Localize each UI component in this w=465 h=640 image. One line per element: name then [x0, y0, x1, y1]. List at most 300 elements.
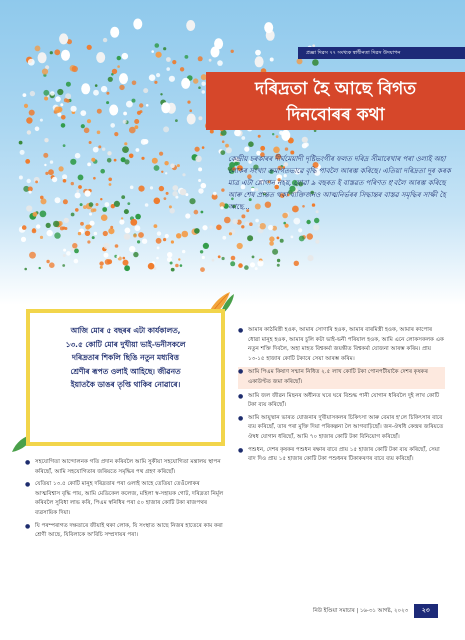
balloon — [176, 233, 181, 238]
balloon — [294, 261, 299, 266]
balloon — [154, 165, 160, 171]
balloon — [315, 240, 319, 244]
balloon — [65, 93, 71, 99]
balloon — [45, 172, 48, 175]
headline-line-1: দৰিদ্ৰতা হৈ আছে বিগত — [254, 79, 417, 99]
balloon — [307, 255, 313, 261]
balloon — [299, 236, 305, 242]
balloon — [151, 50, 154, 53]
balloon — [78, 232, 81, 235]
list-item-highlighted: ● আমি পিএম কিষাণ সন্মান নিধিত ২.৫ লাখ কোটি টকা পোনপটীয়াকৈ দেশৰ কৃষকৰ একাউণ্টত জমা কৰিছোঁ। — [238, 367, 445, 388]
balloon — [156, 52, 162, 58]
balloon — [114, 132, 118, 136]
occasion-banner: প্ৰজ্ঞা দিৱস ৭৭ সংখ্যক স্বাধীনতা দিৱস উদযাপন — [298, 47, 465, 59]
balloon — [36, 224, 40, 228]
balloon — [123, 120, 127, 124]
balloon — [57, 89, 63, 95]
list-item: ● যেতিয়া ১৩.৫ কোটি মানুহ দৰিদ্ৰতাৰ পৰা ওলাই আহে তেতিয়া তেওঁলোকৰ আত্মবিশ্বাস বৃদ্ধি পায়, আমি মেডিকেল কলেজ, মহিলা স্ব-সহায়ক গোট, দৰিদ্ৰতা নিৰ্মূল কৰিবলৈ সুবিধা লাভ কৰি, পিএম স্বনিধিৰ পৰা ৫০ হাজাৰ কোটি টকা ৰাজপথৰ ব্যৱসায়িক দিয়া। — [25, 480, 225, 518]
balloon — [163, 47, 166, 50]
balloon — [87, 119, 91, 123]
balloon — [22, 225, 27, 230]
balloon — [93, 177, 96, 180]
balloon — [40, 236, 43, 239]
balloon — [146, 104, 149, 107]
balloon — [154, 198, 161, 205]
balloon — [119, 219, 124, 224]
balloon — [154, 81, 157, 84]
balloon — [123, 257, 126, 260]
balloon — [40, 119, 43, 122]
balloon — [119, 73, 128, 84]
balloon — [189, 109, 192, 112]
balloon — [63, 144, 66, 147]
balloon — [114, 159, 117, 162]
balloon — [245, 222, 249, 226]
balloon — [247, 235, 253, 241]
balloon — [297, 58, 303, 64]
balloon — [172, 60, 176, 64]
balloon — [232, 219, 238, 225]
list-item: ● আমি আয়ুষ্মান ভাৰত যোজনাৰ দুখীয়াসকলৰ চিকিৎসা আৰু বেমাৰ হ'লে চিকিৎসাৰ বাবে ব্যয় কৰিছোঁ, তাৰ পৰা মুক্তি দিয়া পৰিকল্পনা লৈ আগবাঢ়িছোঁ। জন-ঔষধি কেন্দ্ৰৰ জৰিয়তে ঔষধ যোগান ধৰিছোঁ, আমি ৭০ হাজাৰ কোটি টকা বিনিয়োগ কৰিছোঁ। — [238, 414, 445, 443]
balloon — [109, 105, 118, 116]
balloon — [41, 198, 47, 204]
balloon — [238, 263, 243, 268]
balloon — [200, 250, 203, 253]
balloon — [99, 261, 103, 265]
balloon — [163, 238, 166, 241]
balloon — [101, 214, 108, 221]
balloon — [136, 148, 140, 152]
balloon — [202, 225, 207, 230]
balloon — [185, 55, 189, 59]
balloon — [198, 116, 202, 120]
balloon — [83, 205, 87, 209]
balloon — [130, 219, 137, 226]
balloon — [212, 259, 215, 262]
balloon — [124, 142, 127, 145]
balloon — [87, 163, 91, 167]
balloon — [202, 256, 205, 259]
balloon — [75, 192, 81, 198]
balloon — [66, 251, 71, 256]
balloon — [137, 240, 140, 243]
balloon — [167, 257, 172, 262]
balloon — [100, 169, 105, 174]
balloon — [125, 228, 131, 234]
balloon — [222, 140, 225, 143]
balloon — [175, 264, 179, 268]
balloon — [78, 175, 84, 181]
balloon — [285, 147, 288, 150]
balloon — [44, 164, 46, 166]
balloon — [142, 239, 147, 244]
balloon — [177, 164, 180, 167]
balloon — [43, 153, 48, 158]
balloon — [166, 57, 171, 62]
balloon — [87, 45, 92, 50]
balloon — [57, 113, 61, 117]
balloon — [54, 107, 61, 114]
balloon — [108, 228, 114, 234]
quote-line: শ্ৰেণীৰ ৰূপত ওলাই আহিছে। জীৱনত — [70, 366, 181, 376]
balloon — [216, 225, 222, 231]
headline-line-2: দিনবোৰৰ কথা — [286, 105, 385, 125]
balloon — [241, 225, 244, 228]
balloon — [250, 262, 255, 267]
balloon — [237, 243, 243, 249]
balloon — [29, 110, 35, 116]
balloon — [135, 214, 141, 220]
balloon — [157, 231, 161, 235]
balloon — [241, 136, 245, 140]
balloon — [161, 171, 163, 173]
balloon — [71, 213, 75, 217]
balloon — [61, 115, 66, 120]
balloon — [24, 104, 28, 108]
balloon — [166, 67, 170, 71]
balloon — [165, 172, 167, 174]
balloon — [225, 144, 229, 148]
balloon — [42, 69, 48, 75]
balloon — [80, 203, 83, 206]
balloon — [62, 174, 67, 179]
balloon — [97, 109, 102, 114]
balloon — [117, 56, 121, 60]
balloon — [133, 252, 138, 257]
balloon — [198, 167, 202, 171]
balloon — [127, 202, 130, 205]
balloon — [257, 260, 263, 266]
page-footer — [313, 604, 438, 618]
balloon — [106, 101, 109, 104]
balloon — [198, 56, 203, 61]
balloon — [54, 49, 60, 55]
balloon — [114, 201, 120, 207]
balloon — [132, 99, 136, 103]
balloon — [220, 150, 225, 155]
right-column — [238, 326, 445, 468]
balloon — [198, 86, 201, 89]
balloon — [145, 203, 149, 207]
balloon — [135, 225, 141, 231]
balloon — [209, 59, 212, 62]
list-item: ● যি পৰম্পৰাগত দক্ষতাৰে জীয়াই থকা লোক, যি সংস্থাত আছে নিজৰ হাতেৰে কাম কৰা শ্ৰেণী আছে, যিবিলাকে অ'বিচি সম্প্ৰদায়ৰ পৰা। — [25, 522, 225, 541]
balloon — [138, 186, 144, 192]
balloon — [155, 43, 160, 48]
balloon — [156, 238, 162, 244]
balloon — [217, 60, 223, 66]
balloon — [93, 90, 99, 96]
balloon — [112, 69, 117, 74]
balloon — [124, 209, 129, 214]
balloon — [110, 226, 113, 229]
balloon — [27, 179, 31, 183]
balloon — [84, 190, 90, 196]
balloon — [272, 133, 274, 135]
pm-quote-box — [26, 309, 225, 446]
balloon — [126, 101, 133, 108]
balloon — [255, 50, 261, 56]
balloon — [202, 90, 206, 94]
balloon — [103, 38, 107, 42]
balloon — [307, 233, 313, 239]
balloon — [102, 148, 105, 151]
balloon — [170, 208, 175, 213]
balloon — [50, 91, 55, 96]
balloon — [201, 183, 207, 189]
balloon — [258, 224, 261, 227]
balloon — [167, 252, 172, 257]
balloon — [96, 203, 99, 206]
balloon — [59, 166, 64, 171]
balloon — [130, 186, 134, 190]
balloon — [285, 224, 289, 228]
balloon — [89, 213, 92, 216]
balloon — [164, 197, 167, 200]
balloon — [298, 228, 302, 232]
balloon — [187, 114, 196, 125]
balloon — [193, 78, 198, 83]
balloon — [241, 214, 245, 218]
balloon — [269, 236, 274, 241]
balloon — [258, 135, 261, 138]
balloon — [160, 93, 162, 95]
balloon — [281, 130, 290, 141]
balloon — [110, 27, 119, 38]
balloon — [40, 211, 47, 218]
list-item: ● আমাৰ কাঠমিস্ত্ৰী হওক, আমাৰ সোণাৰি হওক, আমাৰ বাৰমিস্ত্ৰী হওক, আমাৰ কাপোৰ ধোৱা মানুহ হওক, আমাৰ চুলি কটা ভাই-ভনী পৰিয়াল হওক, আমি এনে লোকসকলক এক নতুন শক্তি দিবলৈ, অহা মাহত বিশ্বকৰ্মা জয়ন্তীত বিশ্বকৰ্মা যোজনা আৰম্ভ কৰিম। প্ৰায় ১৩-১৫ হাজাৰ কোটি টকাৰে সেয়া আৰম্ভ কৰিম। — [238, 326, 445, 364]
balloon — [119, 85, 124, 90]
balloon — [211, 47, 220, 58]
article-intro: কেন্দ্ৰীয় চৰকাৰৰ দীৰ্ঘমেয়াদী দৃষ্টিভংগীৰ ফলত দৰিদ্ৰ সীমাৰেখাৰ পৰা ওলাই অহা লোকৰ সংখ্যা ক্ৰমাগতভাৱে বৃদ্ধি পাবলৈ আৰম্ভ কৰিছে। এতিয়া দৰিদ্ৰতা দূৰ কৰক মাত্ৰ এটা শ্লোগান নহয়, যোৱা ৯ বছৰত ই বাস্তৱত পৰিণত হ'বলৈ আৰম্ভ কৰিছে আৰু শেষ প্ৰান্তত থকা ব্যক্তিজনও আত্মনিৰ্ভৰৰ সিদ্ধান্তৰ বাস্তৱ সমৃদ্ধিৰ সাক্ষী হৈ আছে... — [228, 155, 451, 211]
balloon — [150, 186, 153, 189]
balloon — [122, 53, 129, 60]
balloon — [49, 262, 55, 268]
balloon — [75, 208, 79, 212]
balloon — [71, 106, 77, 112]
balloon — [102, 207, 107, 212]
balloon — [101, 86, 107, 92]
balloon — [46, 260, 49, 263]
balloon — [117, 65, 120, 68]
balloon — [313, 224, 319, 230]
balloon — [97, 131, 101, 135]
balloon — [124, 265, 130, 271]
balloon — [218, 255, 221, 258]
balloon — [103, 231, 108, 236]
balloon — [194, 228, 200, 234]
balloon — [85, 225, 90, 230]
balloon — [229, 232, 232, 235]
balloon — [166, 192, 169, 195]
balloon — [143, 88, 148, 93]
balloon — [29, 191, 32, 194]
balloon — [94, 232, 98, 236]
balloon — [74, 249, 79, 254]
balloon — [89, 221, 94, 226]
list-item: ● সহযোগিতা আন্দোলনক গতি প্ৰদান কৰিবলৈ আমি সুকীয়া সহযোগিতা মন্ত্ৰালয় স্থাপন কৰিছোঁ, আমি সহযোগিতাৰ জৰিয়তে সমৃদ্ধিৰ পথ গ্ৰহণ কৰিছোঁ। — [25, 458, 225, 477]
balloon — [89, 141, 92, 144]
balloon — [210, 130, 214, 134]
balloon — [152, 158, 158, 164]
balloon — [170, 262, 173, 265]
balloon — [25, 159, 30, 164]
balloon — [156, 257, 159, 260]
balloon — [186, 20, 195, 31]
balloon — [180, 189, 187, 196]
balloon — [159, 186, 164, 191]
balloon — [98, 145, 101, 148]
balloon — [50, 160, 53, 163]
balloon — [121, 195, 125, 199]
balloon — [72, 243, 77, 248]
balloon — [55, 96, 61, 102]
balloon — [277, 237, 280, 240]
balloon — [249, 222, 253, 226]
balloon — [224, 217, 231, 224]
balloon — [66, 82, 71, 87]
balloon — [107, 151, 111, 155]
quote-line: দৰিদ্ৰতাৰ শিকলি ছিঙি নতুন মধ্যবিত্ত — [72, 353, 179, 363]
balloon — [19, 176, 23, 180]
balloon — [104, 243, 110, 249]
balloon — [80, 222, 84, 226]
balloon — [169, 205, 172, 208]
balloon — [129, 154, 134, 159]
balloon — [116, 255, 119, 258]
balloon — [202, 146, 205, 149]
balloon — [172, 191, 177, 196]
balloon — [260, 146, 265, 151]
balloon — [28, 59, 35, 66]
balloon — [24, 268, 27, 271]
balloon — [50, 51, 53, 54]
balloon — [291, 236, 294, 239]
balloon — [170, 164, 175, 169]
balloon — [164, 161, 168, 165]
balloon — [277, 264, 280, 267]
balloon — [123, 112, 127, 116]
balloon — [201, 211, 204, 214]
balloon — [70, 159, 76, 165]
balloon — [47, 230, 53, 236]
balloon — [32, 228, 36, 232]
balloon — [132, 81, 137, 86]
balloon — [149, 74, 156, 81]
balloon — [276, 135, 279, 138]
balloon — [59, 33, 68, 44]
balloon — [76, 190, 79, 193]
balloon — [244, 265, 249, 270]
balloon — [72, 66, 78, 72]
list-item: ● পশুধন, দেশৰ কৃষকৰ পশুধন ৰক্ষাৰ বাবে প্ৰায় ১৫ হাজাৰ কোটি টকা ব্যয় কৰিছোঁ, সেয়া বাদ দিও প্ৰায় ১৫ হাজাৰ কোটি টকা পশুধনৰ টিকাকৰণৰ বাবে ব্যয় কৰিছোঁ। — [238, 446, 445, 465]
balloon — [180, 67, 184, 71]
balloon — [105, 202, 110, 207]
balloon — [89, 202, 94, 207]
balloon — [63, 199, 68, 204]
balloon — [255, 267, 258, 270]
left-column — [25, 458, 225, 544]
balloon — [61, 123, 66, 128]
balloon — [95, 84, 98, 87]
balloon — [182, 231, 189, 238]
balloon — [129, 246, 135, 252]
balloon — [302, 137, 308, 143]
balloon — [84, 128, 90, 134]
balloon — [96, 52, 105, 63]
balloon — [140, 110, 143, 113]
balloon — [198, 188, 203, 193]
balloon — [35, 127, 40, 132]
balloon — [21, 237, 26, 242]
balloon — [169, 76, 175, 82]
quote-line: ইয়াতকৈ ডাঙৰ তৃপ্তি থাকিব নোৱাৰে। — [70, 380, 181, 390]
balloon — [161, 102, 170, 113]
balloon — [222, 257, 225, 260]
page-number: ২৩ — [414, 604, 438, 618]
balloon — [306, 220, 310, 224]
balloon — [52, 177, 57, 182]
balloon — [244, 147, 249, 152]
balloon — [107, 158, 112, 163]
balloon — [209, 226, 212, 229]
balloon — [43, 90, 49, 96]
balloon — [314, 218, 319, 223]
balloon — [40, 196, 44, 200]
balloon — [213, 192, 217, 196]
balloon — [60, 103, 63, 106]
balloon — [159, 152, 163, 156]
balloon — [93, 147, 99, 153]
balloon — [221, 188, 224, 191]
balloon — [187, 101, 190, 104]
balloon — [178, 258, 180, 260]
balloon — [110, 123, 115, 128]
balloon — [302, 143, 307, 148]
balloon — [255, 219, 259, 223]
balloon — [81, 124, 85, 128]
balloon — [129, 127, 136, 134]
balloon — [139, 103, 143, 107]
balloon — [312, 59, 319, 66]
balloon — [234, 129, 241, 136]
balloon — [231, 50, 234, 53]
balloon — [63, 254, 66, 257]
balloon — [100, 266, 103, 269]
balloon — [27, 130, 31, 134]
balloon — [156, 73, 160, 77]
balloon — [171, 240, 174, 243]
balloon — [74, 259, 79, 264]
balloon — [75, 153, 81, 159]
balloon — [222, 236, 226, 240]
balloon — [272, 249, 278, 255]
balloon — [108, 77, 113, 82]
balloon — [264, 22, 273, 33]
balloon — [85, 231, 90, 236]
balloon — [123, 260, 129, 266]
balloon — [92, 236, 95, 239]
balloon — [194, 210, 199, 215]
balloon — [46, 223, 51, 228]
balloon — [270, 58, 274, 62]
balloon — [115, 244, 119, 248]
balloon — [64, 98, 68, 102]
balloon — [255, 56, 264, 67]
balloon — [61, 50, 70, 61]
balloon — [53, 221, 59, 227]
balloon — [269, 241, 274, 246]
